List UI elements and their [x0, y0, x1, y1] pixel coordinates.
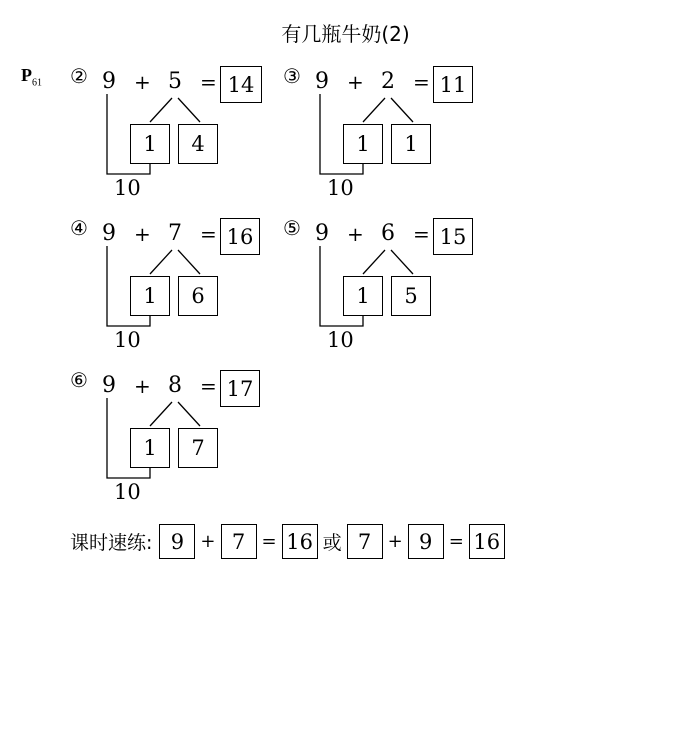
plus-sign: + [134, 70, 151, 94]
problem-number: ⑥ [70, 368, 88, 392]
addend-a: 9 [102, 373, 116, 398]
split-box-right: 6 [178, 276, 218, 316]
plus-sign: + [134, 374, 151, 398]
drill-eq2-a: 7 [347, 524, 383, 559]
addend-b: 7 [168, 221, 182, 246]
result-box: 17 [220, 370, 260, 407]
problem-number: ② [70, 64, 88, 88]
equals-sign: = [200, 70, 217, 94]
result-box: 15 [433, 218, 473, 255]
equals-sign: = [413, 70, 430, 94]
plus-sign: + [347, 222, 364, 246]
ten-label: 10 [114, 480, 141, 504]
split-box-right: 7 [178, 428, 218, 468]
equals-sign: = [200, 222, 217, 246]
ten-label: 10 [327, 176, 354, 200]
page-reference [21, 65, 42, 89]
split-box-left: 1 [343, 276, 383, 316]
addend-a: 9 [315, 221, 329, 246]
split-box-left: 1 [130, 428, 170, 468]
problem-number: ⑤ [283, 216, 301, 240]
addend-b: 8 [168, 373, 182, 398]
drill-eq1-a: 9 [159, 524, 195, 559]
result-box: 14 [220, 66, 262, 103]
page-title: 有几瓶牛奶(2) [281, 22, 410, 46]
addend-a: 9 [315, 69, 329, 94]
result-box: 11 [433, 66, 473, 103]
plus-sign: + [134, 222, 151, 246]
split-box-right: 1 [391, 124, 431, 164]
result-box: 16 [220, 218, 260, 255]
plus-sign: + [347, 70, 364, 94]
drill-eq2-b: 9 [408, 524, 444, 559]
split-box-right: 4 [178, 124, 218, 164]
addend-a: 9 [102, 69, 116, 94]
split-box-left: 1 [343, 124, 383, 164]
drill-eq1-equals: = [261, 531, 277, 552]
equals-sign: = [200, 374, 217, 398]
ten-label: 10 [114, 328, 141, 352]
problem-number: ④ [70, 216, 88, 240]
addend-b: 6 [381, 221, 395, 246]
equals-sign: = [413, 222, 430, 246]
problem-6 [70, 368, 322, 520]
addend-b: 2 [381, 69, 395, 94]
drill-or: 或 [322, 532, 342, 554]
ten-label: 10 [327, 328, 354, 352]
split-box-left: 1 [130, 276, 170, 316]
problem-4 [70, 216, 322, 368]
drill-eq1-b: 7 [221, 524, 257, 559]
drill-label: 课时速练: [70, 532, 153, 554]
addend-b: 5 [168, 69, 182, 94]
problem-5 [283, 216, 535, 368]
addend-a: 9 [102, 221, 116, 246]
drill-eq2-equals: = [448, 531, 464, 552]
split-box-left: 1 [130, 124, 170, 164]
class-drill [70, 523, 508, 560]
ten-label: 10 [114, 176, 141, 200]
drill-eq2-result: 16 [469, 524, 505, 559]
problem-3 [283, 64, 535, 216]
problem-number: ③ [283, 64, 301, 88]
split-box-right: 5 [391, 276, 431, 316]
drill-eq1-result: 16 [282, 524, 318, 559]
drill-eq2-plus: + [387, 531, 403, 552]
page-ref-number: 61 [32, 77, 42, 89]
drill-eq1-plus: + [200, 531, 216, 552]
problem-2 [70, 64, 322, 216]
page-ref-letter: P [21, 65, 32, 85]
